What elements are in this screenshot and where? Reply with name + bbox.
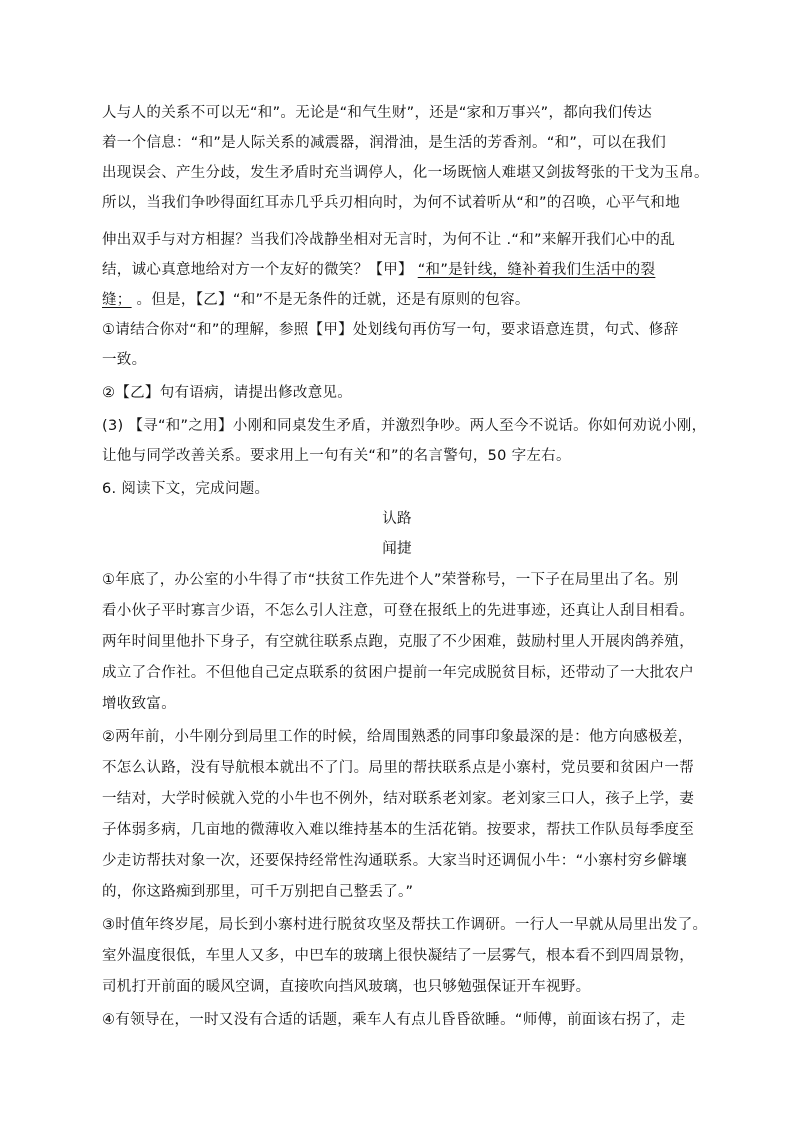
q5-item-1-cont: 一致。: [102, 352, 147, 368]
passage-line: 人与人的关系不可以无“和”。无论是“和气生财”，还是“家和万事兴”，都向我们传达: [102, 105, 653, 121]
passage-line: [102, 260, 702, 280]
article-author: 闻捷: [382, 541, 412, 557]
q5-item-3: (3) 【寻“和”之用】小刚和同桌发生矛盾，并激烈争吵。两人至今不说话。你如何劝说小刚，: [102, 418, 707, 434]
passage-text: 。但是，【乙】“和”不是无条件的迁就，还是有原则的包容。: [136, 292, 530, 308]
paragraph-line: ②两年前，小牛刚分到局里工作的时候，给周围熟悉的同事印象最深的是：他方向感极差，: [102, 729, 693, 745]
q6-header: 6. 阅读下文，完成问题。: [102, 481, 270, 497]
paragraph-line: ④有领导在，一时又没有合适的话题，乘车人有点儿昏昏欲睡。“师傅，前面该右拐了，走: [102, 1012, 686, 1028]
q5-item-3-cont: 让他与同学改善关系。要求用上一句有关“和”的名言警句，50 字左右。: [102, 448, 571, 464]
passage-line: 伸出双手与对方相握？当我们冷战静坐相对无言时，为何不让 .“和”来解开我们心中的乱: [102, 232, 676, 248]
paragraph-line: ①年底了，办公室的小牛得了市“扶贫工作先进个人”荣誉称号，一下子在局里出了名。别: [102, 572, 679, 588]
paragraph-line: ③时值年终岁尾，局长到小寨村进行脱贫攻坚及帮扶工作调研。一行人一早就从局里出发了。: [102, 917, 708, 933]
q5-item-1: ①请结合你对“和”的理解，参照【甲】处划线句再仿写一句，要求语意连贯，句式、修辞: [102, 322, 679, 338]
paragraph-line: 两年时间里他扑下身子，有空就往联系点跑，克服了不少困难，鼓励村里人开展肉鸽养殖，: [102, 634, 694, 650]
paragraph-line: 看小伙子平时寡言少语，不怎么引人注意，可登在报纸上的先进事迹，还真让人刮目相看。: [102, 603, 694, 619]
paragraph-line: 增收致富。: [102, 696, 176, 712]
passage-line: 所以，当我们争吵得面红耳赤几乎兵刃相向时，为何不试着听从“和”的召唤，心平气和地: [102, 195, 681, 211]
paragraph-line: 成立了合作社。不但他自己定点联系的贫困户提前一年完成脱贫目标，还带动了一大批农户: [102, 665, 694, 681]
paragraph-line: 少走访帮扶对象一次，还要保持经常性沟通联系。大家当时还调侃小牛：“小寨村穷乡僻壤: [102, 853, 688, 869]
paragraph-line: 子体弱多病，几亩地的微薄收入难以维持基本的生活花销。按要求，帮扶工作队员每季度至: [102, 822, 694, 838]
article-title: 认路: [382, 511, 412, 527]
passage-text: 结，诚心真意地给对方一个友好的微笑？【甲】: [102, 262, 413, 278]
passage-line: 出现误会、产生分歧，发生矛盾时充当调停人，化一场既恼人难堪又剑拔弩张的干戈为玉帛。: [102, 165, 709, 181]
paragraph-line: 的，你这路痴到那里，可千万别把自己整丢了。”: [102, 884, 414, 900]
underlined-sentence-jia: “和”是针线，缝补着我们生活中的裂: [417, 262, 656, 278]
paragraph-line: 不怎么认路，没有导航根本就出不了门。局里的帮扶联系点是小寨村，党员要和贫困户一帮: [102, 760, 694, 776]
passage-line: [102, 290, 702, 310]
paragraph-line: 司机打开前面的暖风空调，直接吹向挡风玻璃，也只够勉强保证开车视野。: [102, 979, 591, 995]
q5-item-2: ②【乙】句有语病，请提出修改意见。: [102, 385, 353, 401]
underlined-sentence-jia-end: 缝；: [102, 292, 132, 308]
paragraph-line: 室外温度很低，车里人又多，中巴车的玻璃上很快凝结了一层雾气，根本看不到四周景物，: [102, 948, 694, 964]
passage-line: 着一个信息：“和”是人际关系的减震器，润滑油，是生活的芳香剂。“和”，可以在我们: [102, 135, 667, 151]
paragraph-line: 一结对，大学时候就入党的小牛也不例外，结对联系老刘家。老刘家三口人，孩子上学，妻: [102, 791, 694, 807]
